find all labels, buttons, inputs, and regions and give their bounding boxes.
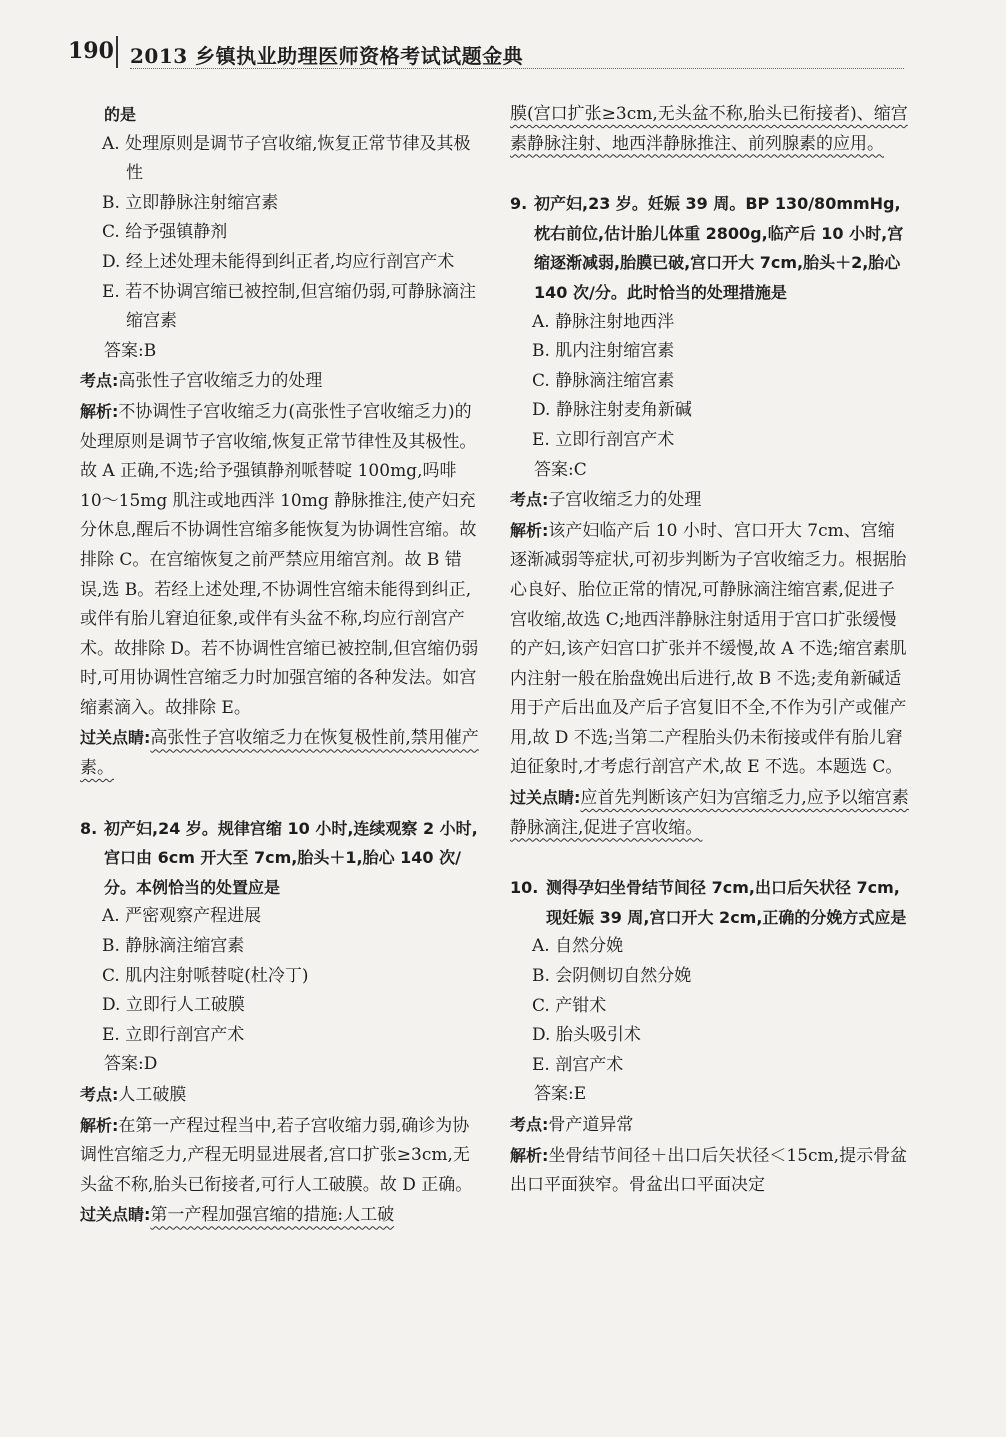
left-column (80, 100, 480, 1231)
header-dotted-rule (130, 68, 904, 69)
q7-option-e: E. 若不协调宫缩已被控制,但宫缩仍弱,可静脉滴注缩宫素 (102, 281, 477, 332)
q10-answer: 答案:E (534, 1084, 587, 1105)
q8-kaodian: 考点:人工破膜 (80, 1085, 187, 1105)
page-number: 190 (68, 38, 114, 64)
q7-guoguan: 过关点睛:高张性子宫收缩乏力在恢复极性前,禁用催产素。 (80, 728, 479, 779)
q8-option-c: C. 肌内注射哌替啶(杜冷丁) (102, 965, 309, 986)
q10-jiexi: 解析:坐骨结节间径＋出口后矢状径＜15cm,提示骨盆出口平面狭窄。骨盆出口平面决定 (510, 1145, 908, 1196)
q9-guoguan: 过关点睛:应首先判断该产妇为宫缩乏力,应予以缩宫素静脉滴注,促进子宫收缩。 (510, 788, 909, 838)
q10-kaodian: 考点:骨产道异常 (510, 1115, 634, 1135)
q10-option-d: D. 胎头吸引术 (532, 1025, 641, 1046)
q7-option-b: B. 立即静脉注射缩宫素 (102, 192, 279, 213)
q9-option-d: D. 静脉注射麦角新碱 (532, 400, 692, 421)
q10-option-b: B. 会阴侧切自然分娩 (532, 966, 692, 987)
book-title: 2013 乡镇执业助理医师资格考试试题金典 (130, 44, 524, 68)
q10-stem: 10. 测得孕妇坐骨结节间径 7cm,出口后矢状径 7cm,现妊娠 39 周,宫口开大 2cm,正确的分娩方式应是 (510, 878, 907, 927)
q9-option-b: B. 肌内注射缩宫素 (532, 341, 675, 362)
q9-option-c: C. 静脉滴注缩宫素 (532, 370, 675, 391)
q8-stem: 8. 初产妇,24 岁。规律宫缩 10 小时,连续观察 2 小时,宫口由 6cm 开大至 7cm,胎头＋1,胎心 140 次/分。本例恰当的处置应是 (80, 818, 478, 897)
q9-jiexi: 解析:该产妇临产后 10 小时、宫口开大 7cm、宫缩逐渐减弱等症状,可初步判断为子宫收缩乏力。根据胎心良好、胎位正常的情况,可静脉滴注缩宫素,促进子宫收缩,故选 C;地西泮静脉注射适用于宫口扩张缓慢的产妇,该产妇宫口扩张并不缓慢,故 A 不选;缩宫素肌内注射一般在胎盘娩出后进行,故 B 不选;麦角新碱适用于产后出血及产后子宫复旧不全,不作为引产或催产用,故 D 不选;当第二产程胎头仍未衔接或伴有胎儿窘迫征象时,才考虑行剖宫产术,故 E 不选。本题选 C。 (510, 520, 907, 778)
q9-option-a: A. 静脉注射地西泮 (532, 311, 675, 332)
q8-guoguan: 过关点睛:第一产程加强宫缩的措施:人工破 (80, 1205, 395, 1226)
q7-stem-end: 的是 (104, 105, 137, 124)
q8-answer: 答案:D (104, 1054, 158, 1075)
q9-kaodian: 考点:子宫收缩乏力的处理 (510, 490, 702, 511)
q8-option-b: B. 静脉滴注缩宫素 (102, 936, 245, 957)
right-column (510, 100, 910, 1201)
q10-option-a: A. 自然分娩 (532, 936, 624, 957)
q7-kaodian: 考点:高张性子宫收缩乏力的处理 (80, 371, 323, 392)
q7-answer: 答案:B (104, 340, 157, 361)
q8-option-d: D. 立即行人工破膜 (102, 995, 245, 1016)
q9-stem: 9. 初产妇,23 岁。妊娠 39 周。BP 130/80mmHg,枕右前位,估计胎儿体重 2800g,临产后 10 小时,宫缩逐渐减弱,胎膜已破,宫口开大 7cm,胎头＋2,胎心 140 次/分。此时恰当的处理措施是 (510, 194, 904, 302)
q10-option-e: E. 剖宫产术 (532, 1054, 624, 1075)
q7-jiexi: 解析:不协调性子宫收缩乏力(高张性子宫收缩乏力)的处理原则是调节子宫收缩,恢复正常节律性及其极性。故 A 正确,不选;给予强镇静剂哌替啶 100mg,吗啡 10～15mg 肌注或地西泮 10mg 静脉推注,使产妇充分休息,醒后不协调性宫缩多能恢复为协调性宫缩。故排除 C。在宫缩恢复之前严禁应用缩宫剂。故 B 错误,选 B。若经上述处理,不协调性宫缩未能得到纠正,或伴有胎儿窘迫征象,或伴有头盆不称,均应行剖宫产术。故排除 D。若不协调性宫缩已被控制,但宫缩仍弱时,可用协调性宫缩乏力时加强宫缩的各种发法。如宫缩素滴入。故排除 E。 (80, 401, 479, 718)
q9-option-e: E. 立即行剖宫产术 (532, 429, 675, 450)
q8-option-a: A. 严密观察产程进展 (102, 906, 262, 927)
page-header (68, 38, 904, 72)
header-separator (116, 36, 118, 68)
q10-option-c: C. 产钳术 (532, 995, 607, 1016)
q8-jiexi: 解析:在第一产程过程当中,若子宫收缩力弱,确诊为协调性宫缩乏力,产程无明显进展者,宫口扩张≥3cm,无头盆不称,胎头已衔接者,可行人工破膜。故 D 正确。 (80, 1115, 473, 1195)
q8-option-e: E. 立即行剖宫产术 (102, 1024, 245, 1045)
q7-option-a: A. 处理原则是调节子宫收缩,恢复正常节律及其极性 (102, 133, 471, 184)
q8-guoguan-continued: 膜(宫口扩张≥3cm,无头盆不称,胎头已衔接者)、缩宫素静脉注射、地西泮静脉推注、前列腺素的应用。 (510, 104, 908, 154)
q7-option-c: C. 给予强镇静剂 (102, 222, 228, 243)
q7-option-d: D. 经上述处理未能得到纠正者,均应行剖宫产术 (102, 251, 455, 272)
q9-answer: 答案:C (534, 459, 587, 480)
